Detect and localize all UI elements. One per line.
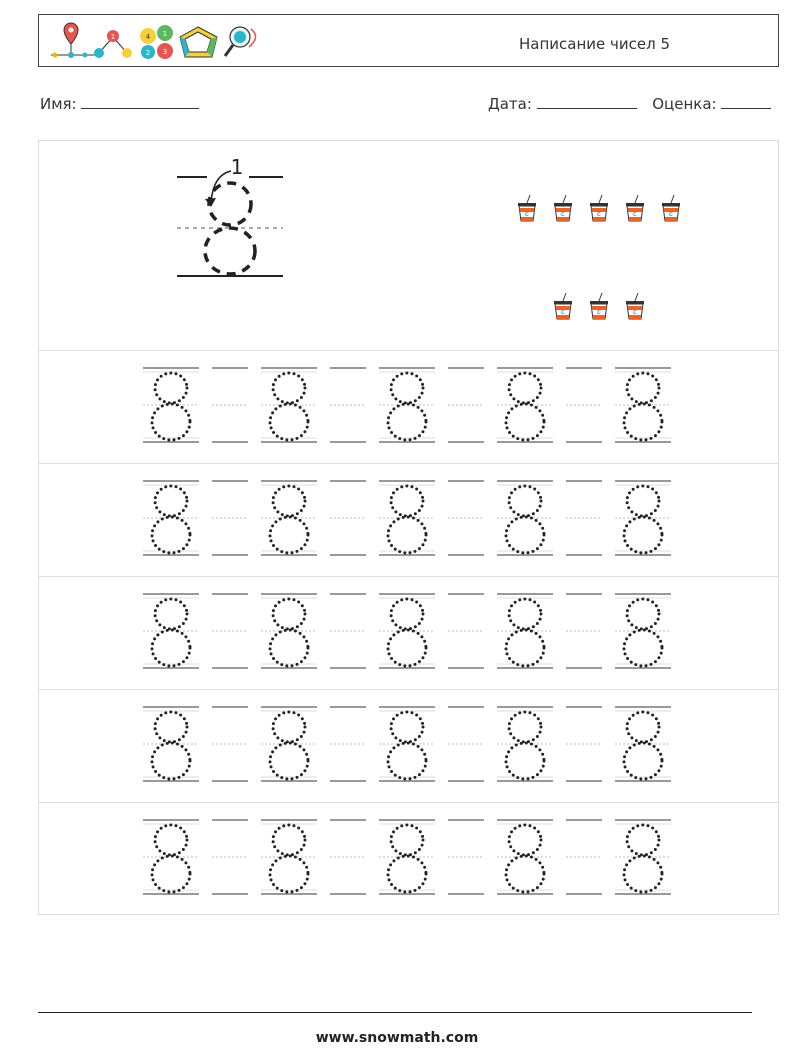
svg-text:C: C <box>561 310 565 316</box>
spacer-guide <box>448 820 484 894</box>
spacer-guide <box>566 707 602 781</box>
svg-text:C: C <box>561 212 565 218</box>
drink-cup-icon <box>662 195 680 221</box>
trace-digit-8[interactable] <box>497 707 553 781</box>
digit-lower-loop <box>205 228 255 274</box>
svg-text:C: C <box>633 212 637 218</box>
grade-blank-line <box>721 94 771 109</box>
trace-digit-8[interactable] <box>615 707 671 781</box>
spacer-guide <box>212 481 248 555</box>
trace-digit-8[interactable] <box>615 481 671 555</box>
spacer-guide <box>566 594 602 668</box>
trace-digit-8[interactable] <box>143 481 199 555</box>
trace-digit-8[interactable] <box>261 707 317 781</box>
trace-digit-8[interactable] <box>615 368 671 442</box>
svg-text:C: C <box>633 310 637 316</box>
footer-divider <box>38 1012 752 1013</box>
date-grade-fields <box>488 94 771 113</box>
practice-row-5 <box>39 802 778 915</box>
svg-text:4: 4 <box>145 33 151 41</box>
trace-digit-8[interactable] <box>261 481 317 555</box>
trace-digit-8[interactable] <box>379 481 435 555</box>
drink-cup-icon <box>590 293 608 319</box>
spacer-guide <box>212 707 248 781</box>
trace-digit-8[interactable] <box>615 820 671 894</box>
trace-digit-8[interactable] <box>379 368 435 442</box>
practice-row-4 <box>39 689 778 803</box>
drink-cup-icon <box>554 293 572 319</box>
practice-row-3 <box>39 576 778 690</box>
date-blank-line <box>537 94 637 109</box>
spacer-guide <box>448 481 484 555</box>
trace-digit-8[interactable] <box>379 594 435 668</box>
name-label: Имя: <box>40 95 77 113</box>
spacer-guide <box>212 594 248 668</box>
trace-digit-8[interactable] <box>143 368 199 442</box>
stroke-number: 1 <box>230 155 244 179</box>
svg-text:C: C <box>597 212 601 218</box>
trace-digit-8[interactable] <box>261 594 317 668</box>
math-illustration-icon <box>45 19 265 63</box>
svg-text:C: C <box>597 310 601 316</box>
worksheet-header <box>38 14 779 67</box>
drink-cup-icon <box>590 195 608 221</box>
trace-digit-8[interactable] <box>143 707 199 781</box>
svg-text:3: 3 <box>162 48 168 56</box>
spacer-guide <box>448 707 484 781</box>
spacer-guide <box>566 368 602 442</box>
trace-digit-8[interactable] <box>497 368 553 442</box>
trace-digit-8[interactable] <box>379 820 435 894</box>
name-field <box>40 94 199 113</box>
spacer-guide <box>212 820 248 894</box>
svg-text:C: C <box>669 212 673 218</box>
counting-icons <box>518 195 680 319</box>
digit-upper-loop <box>209 183 251 225</box>
spacer-guide <box>330 820 366 894</box>
stroke-order-example <box>39 141 778 350</box>
spacer-guide <box>448 368 484 442</box>
svg-text:C: C <box>525 212 529 218</box>
spacer-guide <box>566 820 602 894</box>
drink-cup-icon <box>554 195 572 221</box>
svg-text:2: 2 <box>145 49 151 57</box>
footer-website: www.snowmath.com <box>315 1030 479 1046</box>
trace-digit-8[interactable] <box>261 368 317 442</box>
trace-digit-8[interactable] <box>497 481 553 555</box>
practice-row-1 <box>39 350 778 464</box>
drink-cup-icon <box>626 293 644 319</box>
trace-digit-8[interactable] <box>143 594 199 668</box>
demonstration-row <box>39 141 778 351</box>
svg-text:1: 1 <box>110 33 116 41</box>
trace-digit-8[interactable] <box>379 707 435 781</box>
trace-digit-8[interactable] <box>497 820 553 894</box>
drink-cup-icon <box>518 195 536 221</box>
trace-digit-8[interactable] <box>261 820 317 894</box>
spacer-guide <box>330 707 366 781</box>
drink-cup-icon <box>626 195 644 221</box>
spacer-guide <box>330 594 366 668</box>
practice-row-2 <box>39 463 778 577</box>
grade-label: Оценка: <box>652 95 717 113</box>
practice-area <box>38 140 779 915</box>
spacer-guide <box>212 368 248 442</box>
spacer-guide <box>330 481 366 555</box>
spacer-guide <box>566 481 602 555</box>
spacer-guide <box>330 368 366 442</box>
name-blank-line <box>81 94 199 109</box>
spacer-guide <box>448 594 484 668</box>
worksheet-title: Написание чисел 5 <box>518 35 670 53</box>
trace-digit-8[interactable] <box>497 594 553 668</box>
date-label: Дата: <box>488 95 532 113</box>
trace-digit-8[interactable] <box>615 594 671 668</box>
trace-digit-8[interactable] <box>143 820 199 894</box>
svg-text:1: 1 <box>162 30 168 38</box>
